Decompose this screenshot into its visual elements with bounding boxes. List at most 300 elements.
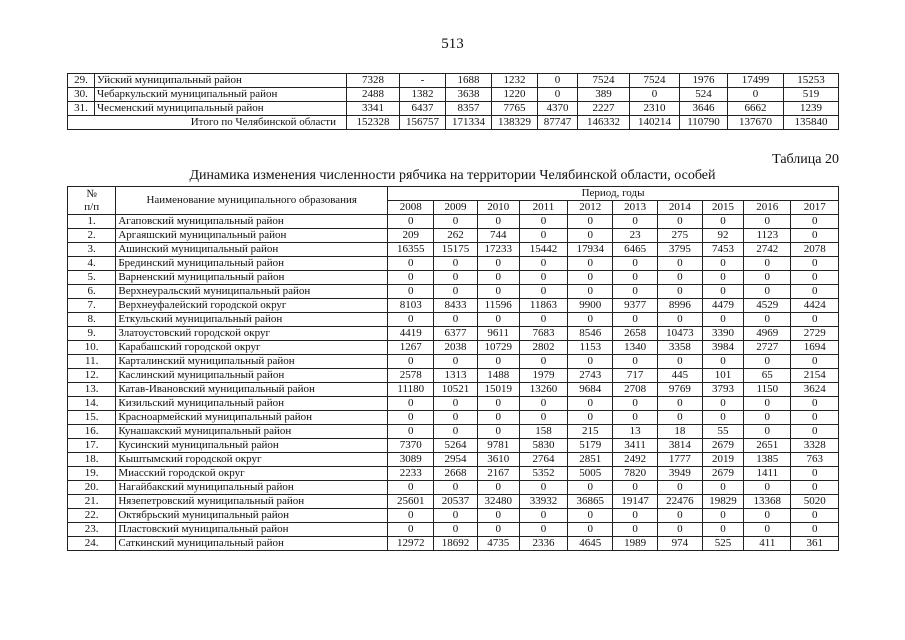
table-row <box>68 425 839 439</box>
row-value: 2227 <box>578 102 630 116</box>
header-number-line1: № <box>86 187 97 200</box>
row-name: Кусинский муниципальный район <box>116 439 388 453</box>
row-value: 11863 <box>519 299 567 313</box>
row-value: 1488 <box>477 369 519 383</box>
row-value: 1688 <box>446 74 492 88</box>
table-row <box>68 243 839 257</box>
row-value: 0 <box>613 271 657 285</box>
row-value: 0 <box>477 257 519 271</box>
total-label: Итого по Челябинской области <box>68 116 347 130</box>
row-value: 16355 <box>388 243 434 257</box>
row-value: 0 <box>477 481 519 495</box>
row-value: 0 <box>702 285 743 299</box>
row-value: 0 <box>434 425 477 439</box>
row-value: 0 <box>702 215 743 229</box>
row-value: 0 <box>434 285 477 299</box>
row-value: 0 <box>702 313 743 327</box>
row-value: 1123 <box>744 229 791 243</box>
header-number-line2: п/п <box>84 200 100 213</box>
row-value: 2019 <box>702 453 743 467</box>
row-value: 209 <box>388 229 434 243</box>
row-value: 0 <box>477 425 519 439</box>
row-value: 763 <box>791 453 839 467</box>
row-value: 0 <box>568 397 613 411</box>
table-row <box>68 215 839 229</box>
row-value: 4370 <box>538 102 578 116</box>
row-value: 0 <box>791 257 839 271</box>
row-value: 0 <box>744 425 791 439</box>
row-value: 1239 <box>784 102 839 116</box>
header-year: 2010 <box>477 201 519 215</box>
row-value: 4479 <box>702 299 743 313</box>
total-value: 171334 <box>446 116 492 130</box>
row-value: 0 <box>568 285 613 299</box>
row-index: 6. <box>68 285 116 299</box>
row-name: Агаповский муниципальный район <box>116 215 388 229</box>
row-index: 22. <box>68 509 116 523</box>
row-value: 0 <box>477 271 519 285</box>
row-value: 0 <box>477 215 519 229</box>
row-value: 1382 <box>400 88 446 102</box>
row-value: 5264 <box>434 439 477 453</box>
row-index: 4. <box>68 257 116 271</box>
main-table-body <box>68 215 839 551</box>
row-value: 2038 <box>434 341 477 355</box>
table-row <box>68 467 839 481</box>
row-index: 1. <box>68 215 116 229</box>
row-name: Кыштымский городской округ <box>116 453 388 467</box>
row-value: 0 <box>568 509 613 523</box>
row-index: 30. <box>68 88 95 102</box>
row-value: 7328 <box>347 74 400 88</box>
table-row <box>68 229 839 243</box>
total-row <box>68 116 839 130</box>
row-value: 0 <box>702 397 743 411</box>
row-index: 20. <box>68 481 116 495</box>
row-value: 2851 <box>568 453 613 467</box>
row-value: 4645 <box>568 537 613 551</box>
row-value: 11596 <box>477 299 519 313</box>
row-value: 0 <box>744 257 791 271</box>
row-value: 36865 <box>568 495 613 509</box>
row-value: 0 <box>477 355 519 369</box>
row-value: 17499 <box>728 74 784 88</box>
row-value: 10473 <box>657 327 702 341</box>
row-value: 0 <box>519 411 567 425</box>
table-row <box>68 523 839 537</box>
row-value: 0 <box>519 397 567 411</box>
row-value: 2658 <box>613 327 657 341</box>
row-value: 1411 <box>744 467 791 481</box>
header-year: 2015 <box>702 201 743 215</box>
row-value: 7524 <box>630 74 680 88</box>
row-value: 0 <box>434 215 477 229</box>
row-value: 13260 <box>519 383 567 397</box>
row-value: 0 <box>538 74 578 88</box>
row-value: 0 <box>744 397 791 411</box>
row-value: 5020 <box>791 495 839 509</box>
row-value: 0 <box>702 481 743 495</box>
row-value: 9684 <box>568 383 613 397</box>
row-value: 1694 <box>791 341 839 355</box>
row-value: 6377 <box>434 327 477 341</box>
top-table-body <box>68 74 839 130</box>
row-value: 974 <box>657 537 702 551</box>
total-value: 87747 <box>538 116 578 130</box>
row-value: 0 <box>388 411 434 425</box>
row-value: 0 <box>657 411 702 425</box>
row-value: 0 <box>657 397 702 411</box>
table-row <box>68 495 839 509</box>
row-value: 524 <box>680 88 728 102</box>
row-value: 744 <box>477 229 519 243</box>
row-value: 2310 <box>630 102 680 116</box>
row-value: - <box>400 74 446 88</box>
row-value: 5830 <box>519 439 567 453</box>
row-value: 1267 <box>388 341 434 355</box>
row-value: 0 <box>434 355 477 369</box>
row-value: 0 <box>744 509 791 523</box>
header-number <box>68 187 116 215</box>
row-index: 10. <box>68 341 116 355</box>
row-value: 32480 <box>477 495 519 509</box>
row-value: 8996 <box>657 299 702 313</box>
row-value: 262 <box>434 229 477 243</box>
row-name: Кизильский муниципальный район <box>116 397 388 411</box>
row-value: 7765 <box>492 102 538 116</box>
row-value: 0 <box>744 481 791 495</box>
row-value: 0 <box>744 411 791 425</box>
row-value: 3341 <box>347 102 400 116</box>
row-value: 0 <box>702 509 743 523</box>
row-value: 4424 <box>791 299 839 313</box>
row-value: 15175 <box>434 243 477 257</box>
row-index: 13. <box>68 383 116 397</box>
total-value: 138329 <box>492 116 538 130</box>
row-value: 0 <box>791 425 839 439</box>
row-value: 0 <box>791 271 839 285</box>
row-value: 1150 <box>744 383 791 397</box>
row-value: 0 <box>388 509 434 523</box>
header-year: 2012 <box>568 201 613 215</box>
table-row <box>68 369 839 383</box>
row-value: 0 <box>630 88 680 102</box>
row-value: 2492 <box>613 453 657 467</box>
row-value: 11180 <box>388 383 434 397</box>
row-value: 0 <box>519 313 567 327</box>
row-value: 15253 <box>784 74 839 88</box>
row-value: 25601 <box>388 495 434 509</box>
row-index: 3. <box>68 243 116 257</box>
row-value: 0 <box>657 509 702 523</box>
row-value: 0 <box>791 397 839 411</box>
row-value: 101 <box>702 369 743 383</box>
header-name: Наименование муниципального образования <box>116 187 388 215</box>
table-row <box>68 397 839 411</box>
total-value: 140214 <box>630 116 680 130</box>
row-value: 92 <box>702 229 743 243</box>
row-value: 1153 <box>568 341 613 355</box>
table-row <box>68 88 839 102</box>
row-value: 9900 <box>568 299 613 313</box>
table-row <box>68 299 839 313</box>
row-value: 1979 <box>519 369 567 383</box>
row-value: 2954 <box>434 453 477 467</box>
row-value: 0 <box>388 397 434 411</box>
row-value: 525 <box>702 537 743 551</box>
row-value: 2802 <box>519 341 567 355</box>
row-value: 0 <box>519 523 567 537</box>
row-value: 19147 <box>613 495 657 509</box>
row-index: 29. <box>68 74 95 88</box>
row-value: 0 <box>657 313 702 327</box>
row-value: 7820 <box>613 467 657 481</box>
row-value: 0 <box>657 523 702 537</box>
row-value: 3610 <box>477 453 519 467</box>
row-value: 9377 <box>613 299 657 313</box>
row-value: 0 <box>657 271 702 285</box>
row-index: 19. <box>68 467 116 481</box>
row-name: Пластовский муниципальный район <box>116 523 388 537</box>
row-value: 2233 <box>388 467 434 481</box>
row-value: 2679 <box>702 467 743 481</box>
row-value: 0 <box>613 355 657 369</box>
row-value: 0 <box>744 285 791 299</box>
header-year: 2011 <box>519 201 567 215</box>
row-value: 4735 <box>477 537 519 551</box>
row-value: 0 <box>519 215 567 229</box>
row-value: 0 <box>744 271 791 285</box>
row-value: 411 <box>744 537 791 551</box>
row-value: 5005 <box>568 467 613 481</box>
row-value: 389 <box>578 88 630 102</box>
row-value: 20537 <box>434 495 477 509</box>
row-value: 3949 <box>657 467 702 481</box>
row-value: 0 <box>613 481 657 495</box>
row-value: 0 <box>568 229 613 243</box>
row-value: 0 <box>568 355 613 369</box>
row-value: 15442 <box>519 243 567 257</box>
row-value: 3390 <box>702 327 743 341</box>
row-value: 10729 <box>477 341 519 355</box>
row-value: 18 <box>657 425 702 439</box>
row-value: 8433 <box>434 299 477 313</box>
total-value: 135840 <box>784 116 839 130</box>
row-index: 15. <box>68 411 116 425</box>
row-value: 3328 <box>791 439 839 453</box>
row-value: 18692 <box>434 537 477 551</box>
row-value: 0 <box>568 257 613 271</box>
row-value: 3638 <box>446 88 492 102</box>
row-index: 8. <box>68 313 116 327</box>
row-value: 0 <box>791 509 839 523</box>
table-row <box>68 285 839 299</box>
row-value: 2727 <box>744 341 791 355</box>
row-value: 0 <box>477 397 519 411</box>
row-value: 0 <box>434 509 477 523</box>
row-value: 0 <box>519 257 567 271</box>
row-value: 0 <box>657 215 702 229</box>
row-value: 2743 <box>568 369 613 383</box>
row-value: 1220 <box>492 88 538 102</box>
table-row <box>68 74 839 88</box>
row-value: 0 <box>538 88 578 102</box>
row-value: 3358 <box>657 341 702 355</box>
row-value: 0 <box>434 523 477 537</box>
row-name: Катав-Ивановский муниципальный район <box>116 383 388 397</box>
row-value: 0 <box>791 523 839 537</box>
row-value: 13 <box>613 425 657 439</box>
row-index: 23. <box>68 523 116 537</box>
row-value: 0 <box>657 257 702 271</box>
row-name: Кунашакский муниципальный район <box>116 425 388 439</box>
row-name: Брединский муниципальный район <box>116 257 388 271</box>
row-index: 18. <box>68 453 116 467</box>
row-value: 0 <box>791 313 839 327</box>
row-name: Верхнеуфалейский городской округ <box>116 299 388 313</box>
row-value: 6662 <box>728 102 784 116</box>
row-index: 14. <box>68 397 116 411</box>
row-value: 0 <box>568 481 613 495</box>
header-year: 2016 <box>744 201 791 215</box>
row-value: 3795 <box>657 243 702 257</box>
row-index: 9. <box>68 327 116 341</box>
row-value: 1232 <box>492 74 538 88</box>
row-value: 0 <box>791 355 839 369</box>
row-value: 65 <box>744 369 791 383</box>
row-value: 0 <box>744 355 791 369</box>
row-value: 8103 <box>388 299 434 313</box>
row-value: 22476 <box>657 495 702 509</box>
row-value: 10521 <box>434 383 477 397</box>
row-value: 3793 <box>702 383 743 397</box>
row-value: 0 <box>388 257 434 271</box>
row-value: 1385 <box>744 453 791 467</box>
row-value: 8546 <box>568 327 613 341</box>
row-value: 6465 <box>613 243 657 257</box>
row-value: 0 <box>434 481 477 495</box>
row-index: 2. <box>68 229 116 243</box>
row-value: 0 <box>613 411 657 425</box>
row-value: 519 <box>784 88 839 102</box>
header-period: Период, годы <box>388 187 839 201</box>
row-value: 13368 <box>744 495 791 509</box>
header-year: 2008 <box>388 201 434 215</box>
row-value: 2742 <box>744 243 791 257</box>
row-value: 17934 <box>568 243 613 257</box>
row-value: 2651 <box>744 439 791 453</box>
page-number: 513 <box>441 36 464 52</box>
row-value: 0 <box>519 481 567 495</box>
row-value: 33932 <box>519 495 567 509</box>
row-value: 0 <box>434 271 477 285</box>
row-value: 0 <box>477 509 519 523</box>
row-index: 7. <box>68 299 116 313</box>
row-value: 19829 <box>702 495 743 509</box>
row-value: 1340 <box>613 341 657 355</box>
row-index: 24. <box>68 537 116 551</box>
row-value: 2708 <box>613 383 657 397</box>
row-value: 0 <box>568 313 613 327</box>
row-value: 2078 <box>791 243 839 257</box>
row-value: 0 <box>568 411 613 425</box>
row-value: 0 <box>388 425 434 439</box>
row-value: 17233 <box>477 243 519 257</box>
row-name: Красноармейский муниципальный район <box>116 411 388 425</box>
total-value: 152328 <box>347 116 400 130</box>
row-value: 215 <box>568 425 613 439</box>
row-value: 0 <box>702 411 743 425</box>
header-year: 2017 <box>791 201 839 215</box>
row-value: 0 <box>613 523 657 537</box>
row-value: 3089 <box>388 453 434 467</box>
row-name: Саткинский муниципальный район <box>116 537 388 551</box>
table-row <box>68 383 839 397</box>
row-value: 7524 <box>578 74 630 88</box>
row-value: 0 <box>791 285 839 299</box>
header-year: 2013 <box>613 201 657 215</box>
row-value: 0 <box>613 397 657 411</box>
row-value: 2679 <box>702 439 743 453</box>
row-value: 0 <box>388 313 434 327</box>
row-value: 0 <box>519 271 567 285</box>
row-name: Уйский муниципальный район <box>95 74 347 88</box>
table-row <box>68 327 839 341</box>
header-year: 2014 <box>657 201 702 215</box>
row-value: 0 <box>388 523 434 537</box>
row-value: 2488 <box>347 88 400 102</box>
row-value: 8357 <box>446 102 492 116</box>
row-value: 0 <box>702 257 743 271</box>
row-value: 0 <box>613 509 657 523</box>
row-value: 2167 <box>477 467 519 481</box>
row-value: 0 <box>519 229 567 243</box>
row-value: 0 <box>568 215 613 229</box>
row-value: 9781 <box>477 439 519 453</box>
row-value: 0 <box>388 481 434 495</box>
row-index: 5. <box>68 271 116 285</box>
row-value: 0 <box>702 271 743 285</box>
row-value: 4969 <box>744 327 791 341</box>
row-value: 4419 <box>388 327 434 341</box>
row-value: 7453 <box>702 243 743 257</box>
table-caption: Таблица 20 <box>772 152 839 167</box>
row-value: 6437 <box>400 102 446 116</box>
row-value: 7683 <box>519 327 567 341</box>
header-row-period <box>68 187 839 201</box>
row-value: 3646 <box>680 102 728 116</box>
row-value: 717 <box>613 369 657 383</box>
total-value: 137670 <box>728 116 784 130</box>
row-value: 445 <box>657 369 702 383</box>
row-value: 0 <box>657 481 702 495</box>
row-value: 0 <box>434 397 477 411</box>
table-row <box>68 481 839 495</box>
table-row <box>68 271 839 285</box>
row-name: Карталинский муниципальный район <box>116 355 388 369</box>
row-value: 0 <box>434 313 477 327</box>
row-value: 0 <box>791 411 839 425</box>
main-table <box>67 186 839 551</box>
row-value: 3411 <box>613 439 657 453</box>
row-name: Верхнеуральский муниципальный район <box>116 285 388 299</box>
row-value: 0 <box>477 285 519 299</box>
table-row <box>68 102 839 116</box>
row-value: 0 <box>568 523 613 537</box>
row-value: 0 <box>613 257 657 271</box>
row-value: 2578 <box>388 369 434 383</box>
row-name: Ашинский муниципальный район <box>116 243 388 257</box>
